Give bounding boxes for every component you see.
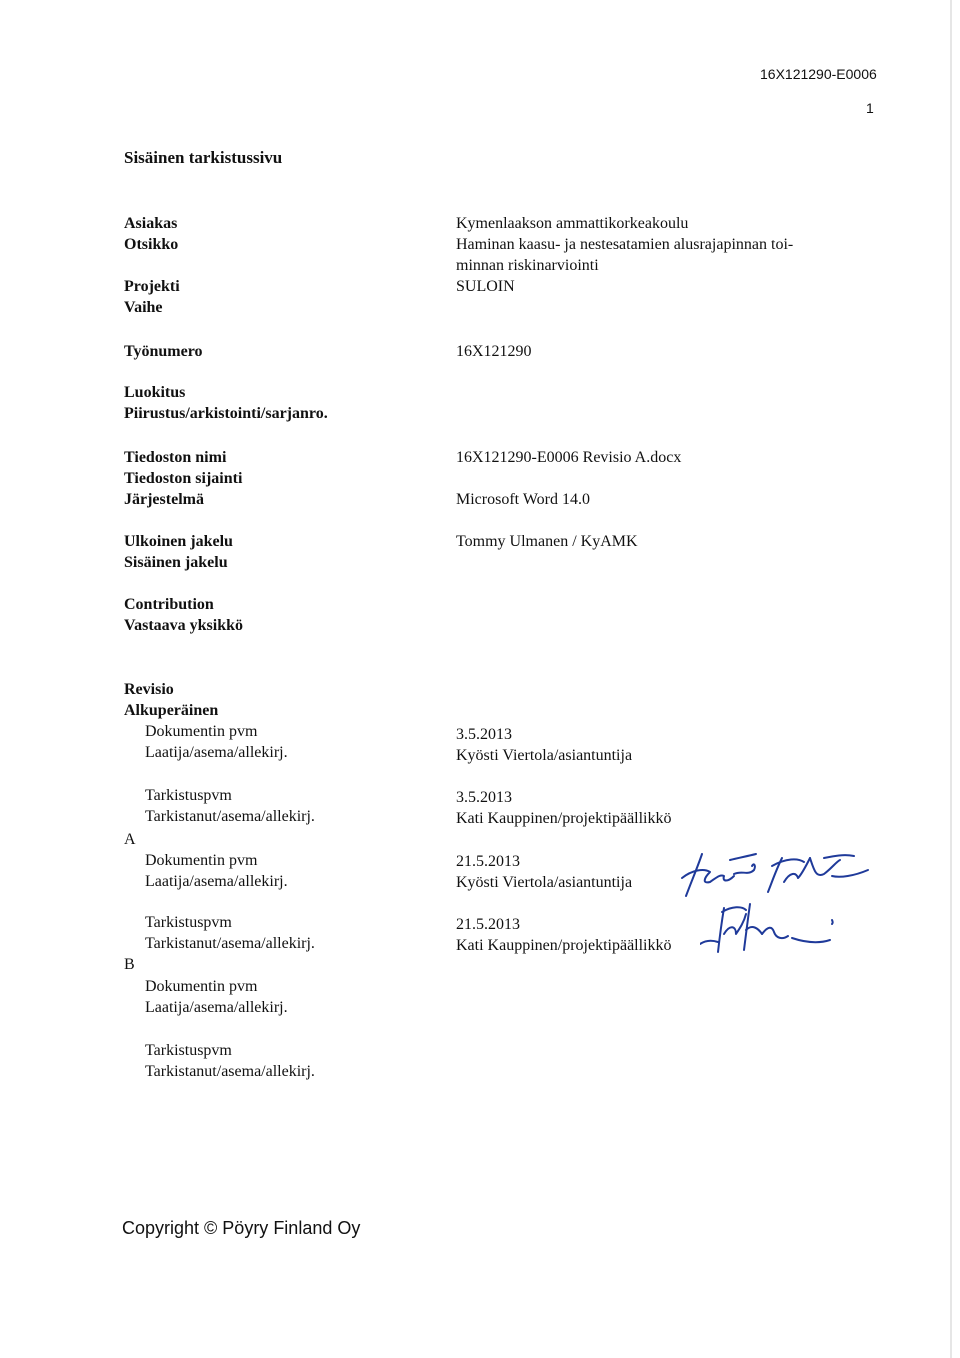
revision-a-check-date: 21.5.2013 — [456, 916, 520, 933]
label-revisio: Revisio — [124, 681, 174, 698]
value-tyonumero: 16X121290 — [456, 343, 532, 360]
original-doc-date-label: Dokumentin pvm — [145, 723, 258, 740]
checker-signature — [700, 900, 860, 960]
original-doc-date: 3.5.2013 — [456, 726, 512, 743]
revision-a-check-date-label: Tarkistuspvm — [145, 914, 232, 931]
label-tiedoston-sijainti: Tiedoston sijainti — [124, 470, 243, 487]
original-author-label: Laatija/asema/allekirj. — [145, 744, 288, 761]
copyright: Copyright © Pöyry Finland Oy — [122, 1218, 361, 1238]
page-title: Sisäinen tarkistussivu — [124, 148, 283, 167]
revision-a-checker-label: Tarkistanut/asema/allekirj. — [145, 935, 315, 952]
original-checker: Kati Kauppinen/projektipäällikkö — [456, 810, 672, 827]
page-number: 1 — [866, 100, 874, 116]
value-asiakas: Kymenlaakson ammattikorkeakoulu — [456, 215, 689, 232]
value-tiedoston-nimi: 16X121290-E0006 Revisio A.docx — [456, 449, 682, 466]
revision-b-author-label: Laatija/asema/allekirj. — [145, 999, 288, 1016]
label-piirustus: Piirustus/arkistointi/sarjanro. — [124, 405, 328, 422]
revision-a-doc-date: 21.5.2013 — [456, 853, 520, 870]
original-check-date: 3.5.2013 — [456, 789, 512, 806]
revision-b-doc-date-label: Dokumentin pvm — [145, 978, 258, 995]
label-tiedoston-nimi: Tiedoston nimi — [124, 449, 227, 466]
label-projekti: Projekti — [124, 278, 180, 295]
value-otsikko-line1: Haminan kaasu- ja nestesatamien alusrajapinnan toi- — [456, 236, 794, 253]
label-vastaava-yksikko: Vastaava yksikkö — [124, 617, 244, 634]
label-ulkoinen-jakelu: Ulkoinen jakelu — [124, 533, 233, 550]
label-tyonumero: Työnumero — [124, 343, 203, 360]
label-vaihe: Vaihe — [124, 299, 163, 316]
revision-b-letter: B — [124, 956, 135, 973]
value-jarjestelma: Microsoft Word 14.0 — [456, 491, 590, 508]
author-signature — [664, 848, 884, 902]
label-jarjestelma: Järjestelmä — [124, 491, 204, 508]
original-check-date-label: Tarkistuspvm — [145, 787, 232, 804]
label-contribution: Contribution — [124, 596, 214, 613]
revision-b-checker-label: Tarkistanut/asema/allekirj. — [145, 1063, 315, 1080]
revision-a-doc-date-label: Dokumentin pvm — [145, 852, 258, 869]
revision-b-check-date-label: Tarkistuspvm — [145, 1042, 232, 1059]
value-ulkoinen-jakelu: Tommy Ulmanen / KyAMK — [456, 533, 638, 550]
label-luokitus: Luokitus — [124, 384, 186, 401]
label-alkuperainen: Alkuperäinen — [124, 702, 219, 719]
page-edge — [950, 0, 952, 1358]
revision-a-author: Kyösti Viertola/asiantuntija — [456, 874, 633, 891]
original-author: Kyösti Viertola/asiantuntija — [456, 747, 633, 764]
document-id: 16X121290-E0006 — [760, 66, 877, 82]
label-sisainen-jakelu: Sisäinen jakelu — [124, 554, 228, 571]
value-projekti: SULOIN — [456, 278, 515, 295]
revision-a-letter: A — [124, 831, 136, 848]
revision-a-author-label: Laatija/asema/allekirj. — [145, 873, 288, 890]
value-otsikko-line2: minnan riskinarviointi — [456, 257, 599, 274]
label-asiakas: Asiakas — [124, 215, 178, 232]
revision-a-checker: Kati Kauppinen/projektipäällikkö — [456, 937, 672, 954]
label-otsikko: Otsikko — [124, 236, 179, 253]
original-checker-label: Tarkistanut/asema/allekirj. — [145, 808, 315, 825]
